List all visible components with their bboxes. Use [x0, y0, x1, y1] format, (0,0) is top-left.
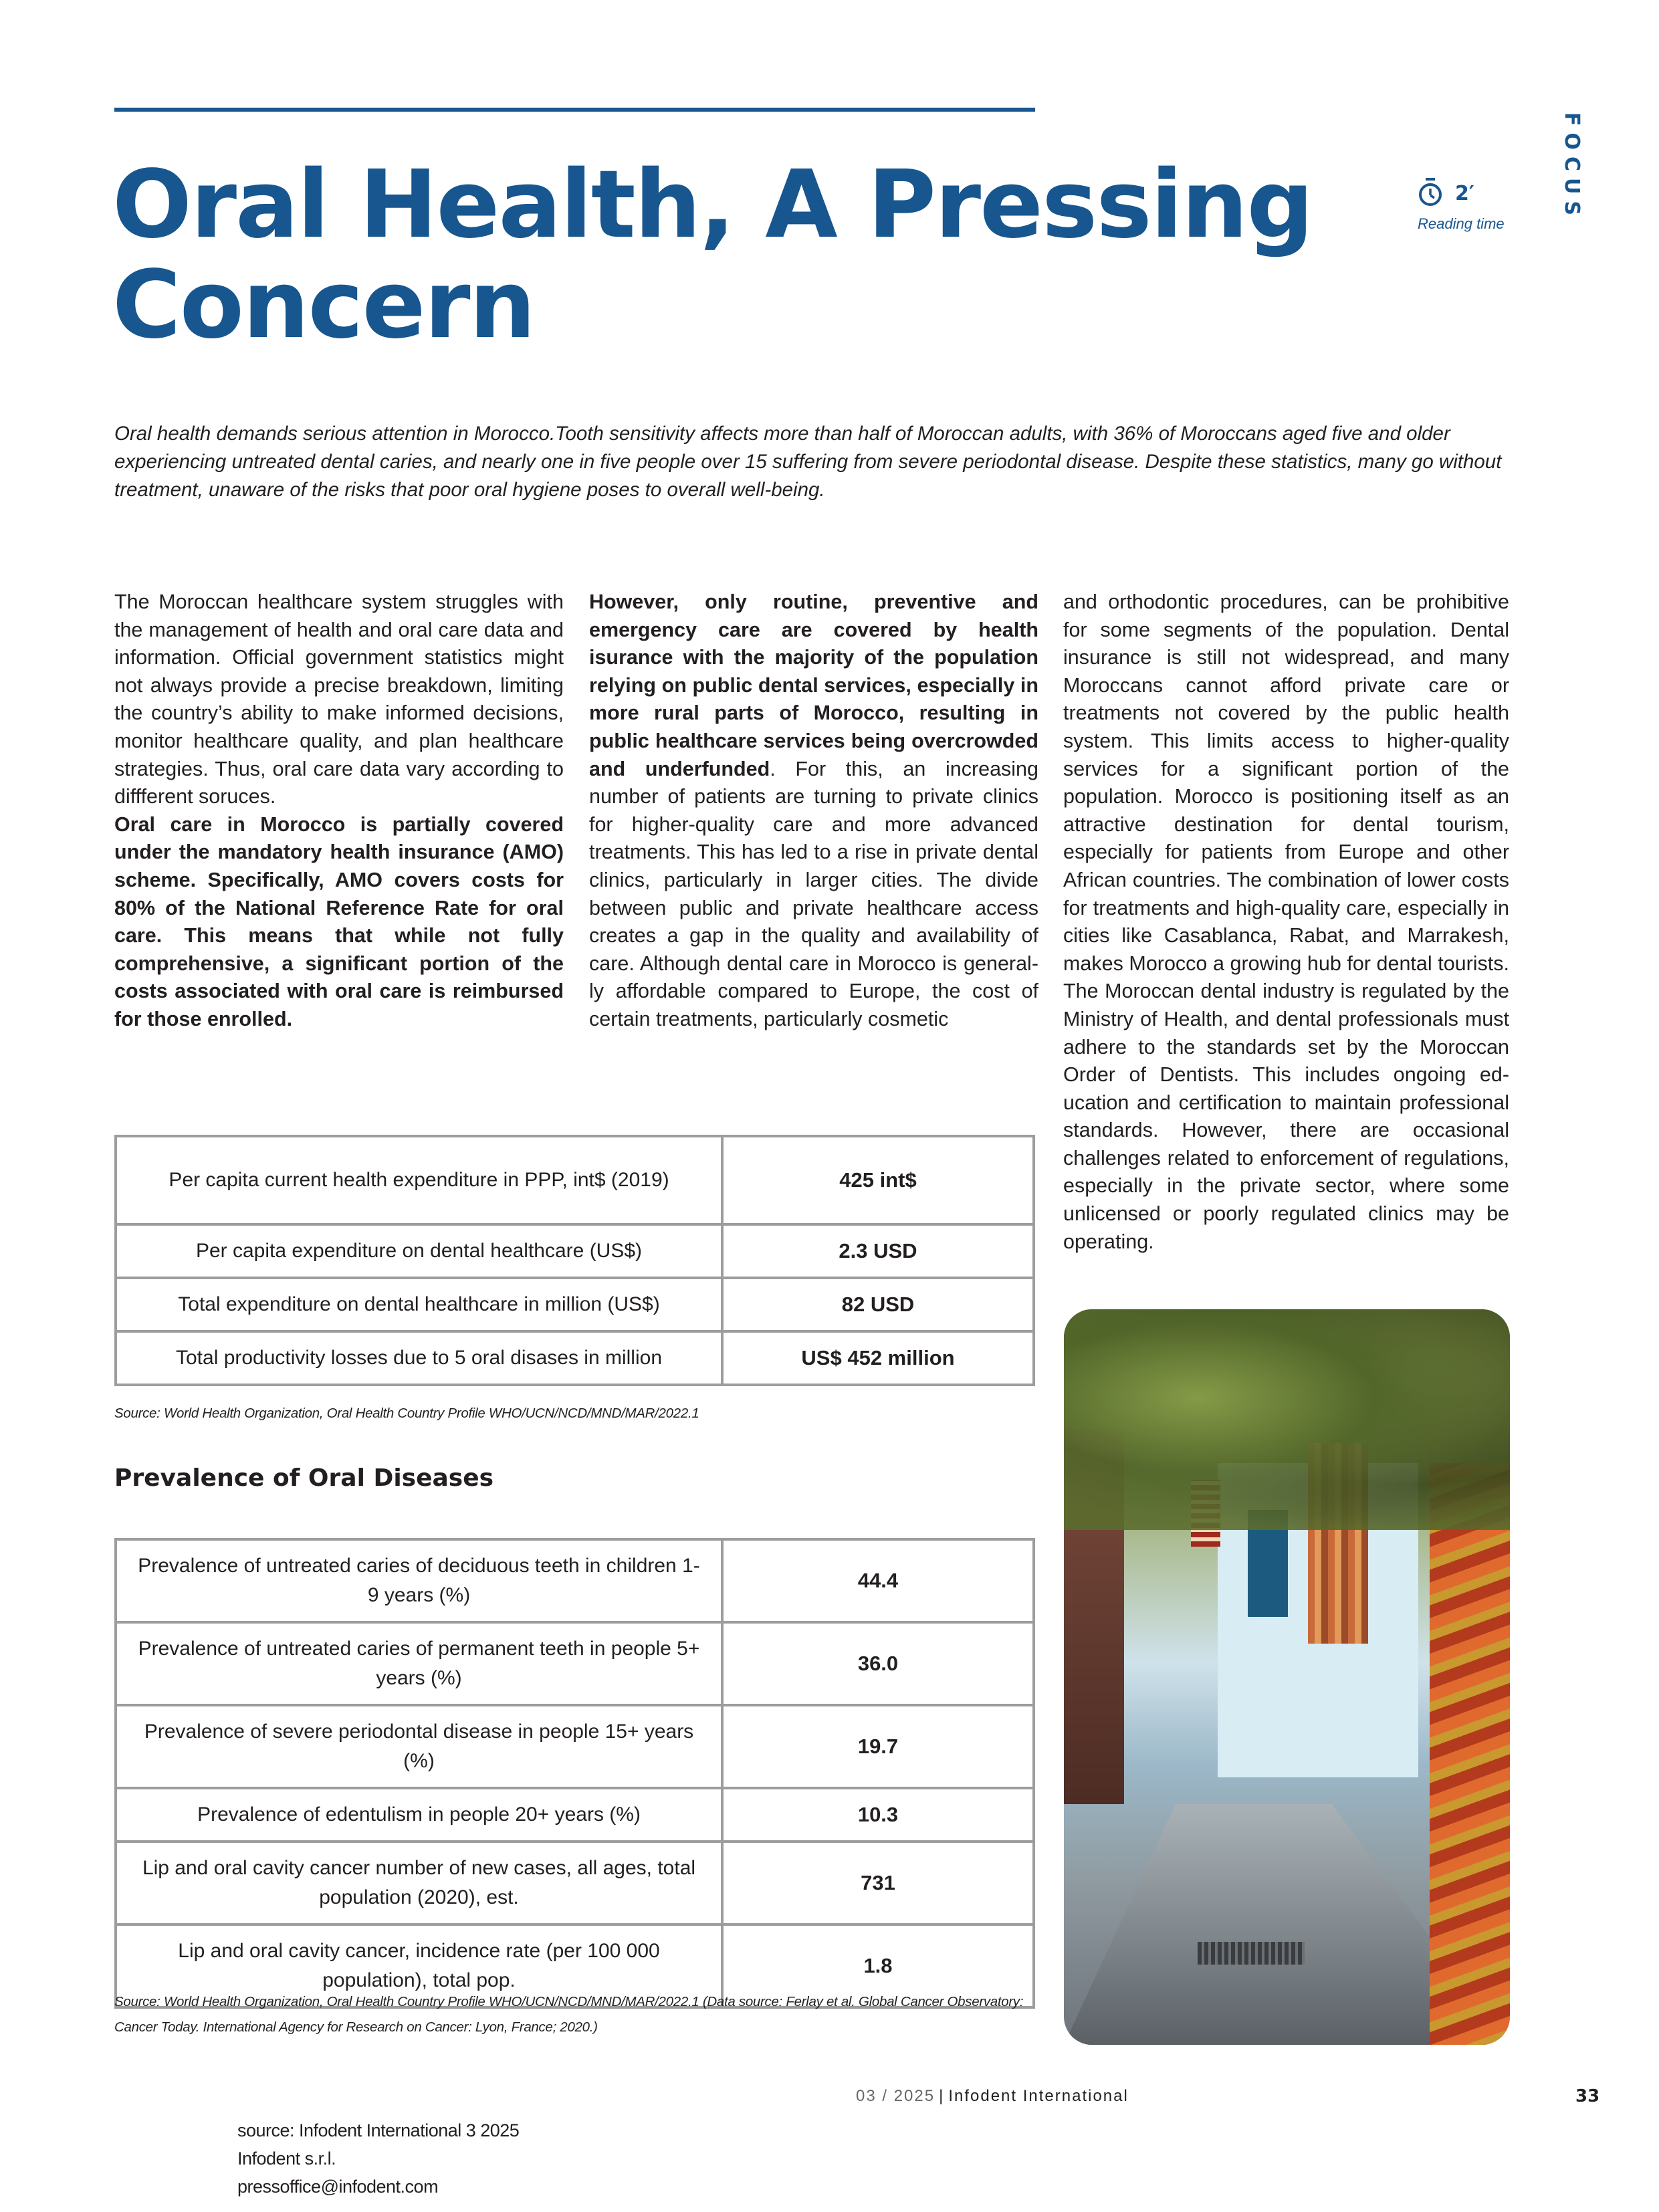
photo-rug	[1430, 1463, 1510, 2045]
body-text-bold: Oral care in Morocco is partially covered under the mandatory health insurance (AMO) scheme. Specifically, AMO covers costs for 80% of the National Reference Rate for oral care. This means that while not fully comprehensive, a significant portion of the costs associated with oral care is reimbursed for those enrolled.	[114, 812, 564, 1030]
prevalence-table	[114, 1538, 1035, 2009]
table-row	[116, 1278, 1034, 1331]
row-value: 425 int$	[722, 1136, 1034, 1224]
company-name: Infodent s.r.l.	[237, 2148, 336, 2169]
table-row	[116, 1331, 1034, 1385]
contact-email[interactable]: pressoffice@infodent.com	[237, 2177, 439, 2197]
footer-separator: |	[939, 2087, 945, 2105]
table-source-note: Source: World Health Organization, Oral Health Country Profile WHO/UCN/NCD/MND/MAR/2022.1 (Data source: Ferlay et al. Global Cancer Observatory: Cancer Today. International Agency for Research on Cancer: Lyon, France; 2020.)	[114, 1994, 1024, 2035]
reading-time	[1418, 177, 1505, 233]
row-value: 44.4	[722, 1539, 1034, 1622]
row-label: Prevalence of edentulism in people 20+ years (%)	[116, 1788, 722, 1842]
stopwatch-icon	[1418, 177, 1443, 210]
table-source-note: Source: World Health Organization, Oral Health Country Profile WHO/UCN/NCD/MND/MAR/2022.1	[114, 1406, 699, 1421]
title-line-2: Concern	[112, 251, 535, 360]
row-label: Total productivity losses due to 5 oral disases in million	[116, 1331, 722, 1385]
body-column-2	[589, 588, 1038, 1034]
row-value: 19.7	[722, 1705, 1034, 1788]
table-row	[116, 1842, 1034, 1924]
row-value: 2.3 USD	[722, 1224, 1034, 1278]
row-label: Prevalence of severe periodontal disease in people 15+ years (%)	[116, 1705, 722, 1788]
section-label: FOCUS	[1560, 112, 1583, 222]
body-column-3	[1063, 588, 1509, 1256]
row-value: US$ 452 million	[722, 1331, 1034, 1385]
row-value: 10.3	[722, 1788, 1034, 1842]
page-title	[112, 150, 1316, 360]
press-source	[237, 2116, 519, 2201]
issue-number: 03 / 2025	[856, 2087, 935, 2105]
reading-time-label: Reading time	[1418, 215, 1505, 232]
table-row	[116, 1788, 1034, 1842]
table-row	[116, 1622, 1034, 1705]
row-value: 82 USD	[722, 1278, 1034, 1331]
table-row	[116, 1136, 1034, 1224]
row-label: Prevalence of untreated caries of permanent teeth in people 5+ years (%)	[116, 1622, 722, 1705]
row-label: Prevalence of untreated caries of deciduous teeth in children 1-9 years (%)	[116, 1539, 722, 1622]
photo-canopy	[1064, 1309, 1510, 1530]
row-value: 731	[722, 1842, 1034, 1924]
row-label: Per capita current health expenditure in PPP, int$ (2019)	[116, 1136, 722, 1224]
publication-name: Infodent International	[948, 2087, 1129, 2105]
body-text: and orthodontic procedures, can be prohibitive for some segments of the population. Dental insurance is still not widespread, and many Moroccans cannot afford private care or treatments not covered by the public health system. This limits access to higher-quality services for a significant portion of the population. Morocco is positioning itself as an attractive destination for dental tourism, especially for patients from Europe and other African countries. The combination of lower costs for treatments and high-quality care, especially in cities like Casablanca, Rabat, and Marrakesh, makes Morocco a growing hub for dental tourists. The Moroccan dental industry is regulated by the Ministry of Health, and dental professionals must adhere to the standards set by the Moroccan Order of Dentists. This includes ongoing education and certification to maintain professional standards. However, there are occasional challenges related to enforcement of regulations, especially in the private sector, where some unlicensed or poorly regulated clinics may be operating.	[1063, 590, 1509, 1253]
row-label: Total expenditure on dental healthcare in million (US$)	[116, 1278, 722, 1331]
photo-grate	[1198, 1942, 1305, 1965]
section-heading: Prevalence of Oral Diseases	[114, 1464, 494, 1492]
row-label: Per capita expenditure on dental healthcare (US$)	[116, 1224, 722, 1278]
body-text: The Moroccan healthcare system struggles with the management of health and oral care data and information. Official government statistics might not always provide a precise breakdown, limiting the country’s ability to make informed decisions, monitor healthcare quality, and plan healthcare strategies. Thus, oral care data vary according to diffferent soruces.	[114, 590, 564, 808]
table-row	[116, 1224, 1034, 1278]
row-label: Lip and oral cavity cancer number of new cases, all ages, total population (2020), est.	[116, 1842, 722, 1924]
title-line-1: Oral Health, A Pressing	[112, 150, 1313, 259]
top-rule	[114, 108, 1035, 112]
row-value: 36.0	[722, 1622, 1034, 1705]
row-value: 1.8	[722, 1924, 1034, 2007]
page-number: 33	[1575, 2086, 1600, 2106]
table-row	[116, 1539, 1034, 1622]
street-photo	[1064, 1309, 1510, 2045]
body-text-bold: However, only routine, preventive and emergency care are covered by health isurance with the majority of the population relying on public dental services, especially in more rural parts of Morocco, resulting in public healthcare services being overcrowded and underfunded	[589, 590, 1038, 780]
intro-paragraph: Oral health demands serious attention in Morocco.Tooth sensitivity affects more than half of Moroccan adults, with 36% of Moroccans aged five and older experiencing untreated dental caries, and nearly one in five people over 15 suffering from severe periodontal disease. Despite these statistics, many go without treatment, unaware of the risks that poor oral hygiene poses to overall well-being.	[114, 423, 1502, 501]
source-line: source: Infodent International 3 2025	[237, 2120, 520, 2140]
expenditure-table	[114, 1135, 1035, 1386]
body-column-1	[114, 588, 564, 1034]
reading-time-value: 2′	[1455, 182, 1474, 205]
body-text: . For this, an increasing number of patients are turning to private clinics for higher-quality care and more advanced treatments. This has led to a rise in private dental clinics, particularly in larger cities. The divide between public and private healthcare access creates a gap in the quality and availability of care. Although dental care in Morocco is generally affordable compared to Europe, the cost of certain treatments, particularly cosmetic	[589, 757, 1038, 1030]
row-label: Lip and oral cavity cancer, incidence rate (per 100 000 population), total pop.	[116, 1924, 722, 2007]
table-row	[116, 1705, 1034, 1788]
running-footer	[856, 2087, 1129, 2106]
